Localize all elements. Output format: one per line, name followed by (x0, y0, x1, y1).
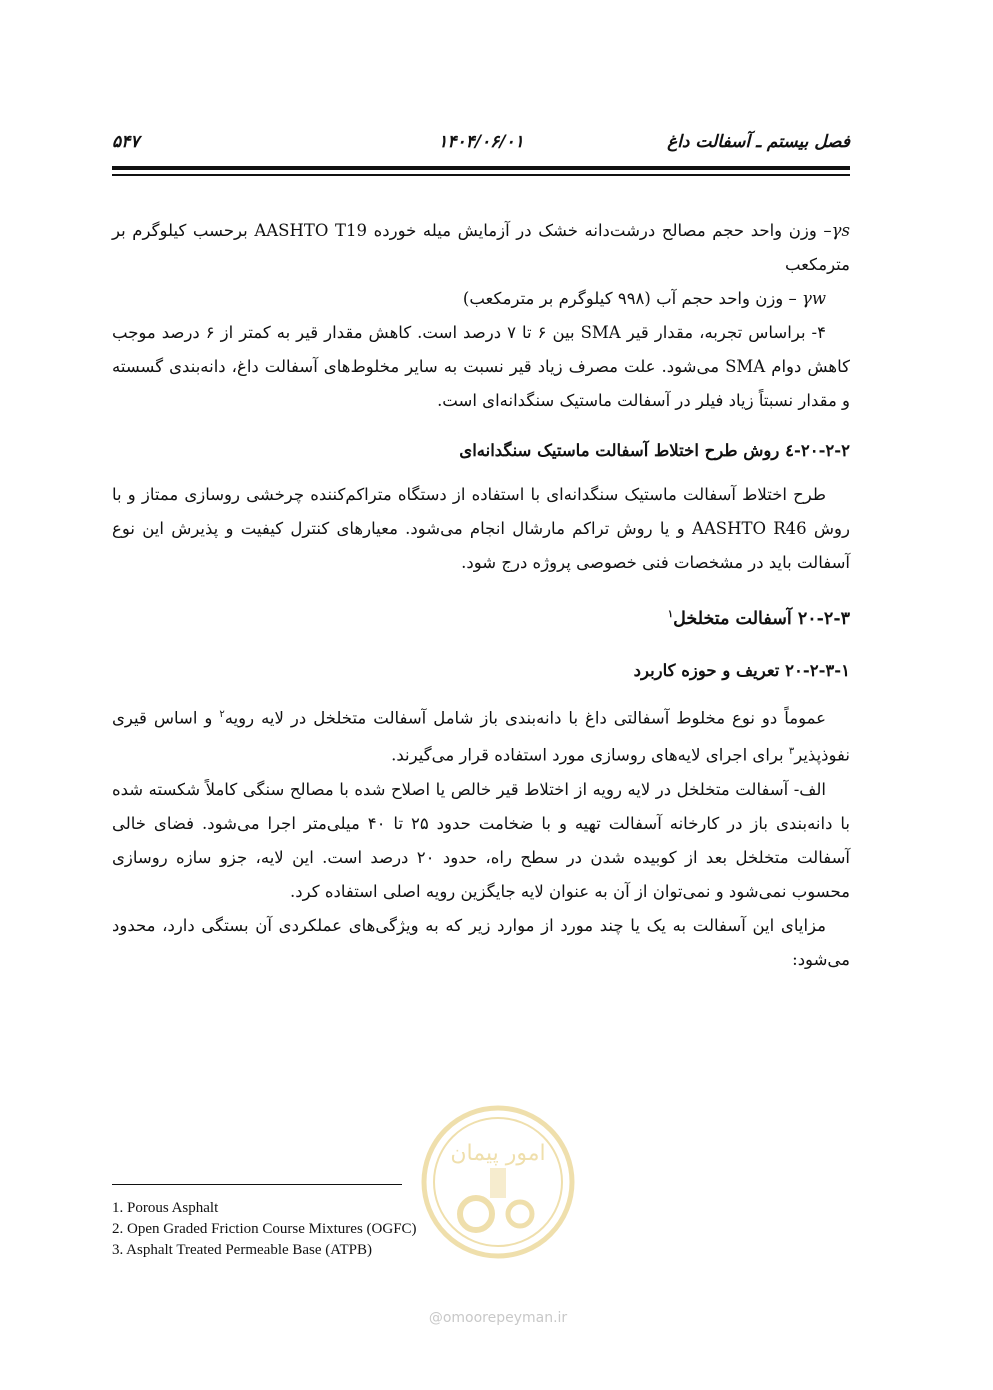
header-rule-thick (112, 166, 850, 170)
footnote-3: 3. Asphalt Treated Permeable Base (ATPB) (112, 1242, 372, 1258)
paragraph-sma-binder: ۴- براساس تجربه، مقدار قیر SMA بین ۶ تا ۷ درصد است. کاهش مقدار قیر به کمتر از ۶ درصد موجب کاهش دوام SMA می‌شود. علت مصرف زیاد قیر نسبت به سایر مخلوط‌های آسفالت داغ، دانه‌بندی گسسته و مقدار نسبتاً زیاد فیلر در آسفالت ماستیک سنگدانه‌ای است. (112, 323, 850, 410)
definition-gamma-w (112, 282, 850, 316)
page-header (112, 126, 850, 162)
heading-porous-text: ۲۰-۲-۳ آسفالت متخلخل (673, 608, 850, 629)
section-heading-mix-design: ۲۰-۲-۲-٤ روش طرح اختلاط آسفالت ماستیک سنگدانه‌ای (459, 441, 850, 460)
chapter-title: فصل بیستم ـ آسفالت داغ (667, 132, 850, 152)
watermark-logo-text: امور پیمان (450, 1141, 546, 1166)
watermark-site: @omoorepeyman.ir (428, 1310, 568, 1326)
footnote-separator (112, 1184, 402, 1185)
footnote-ref-1: ۱ (667, 609, 674, 620)
header-rule-thin (112, 174, 850, 176)
symbol-gamma-s: γs (831, 221, 851, 240)
paragraph-advantages: مزایای این آسفالت به یک یا چند مورد از موارد زیر که به ویژگی‌های عملکردی آن بستگی دارد، محدود می‌شود: (112, 915, 850, 969)
footnotes (112, 1198, 612, 1261)
footnote-ref-3: ۳ (788, 746, 795, 758)
page-body (112, 214, 850, 977)
mix-types-text-c: برای اجرای لایه‌های روسازی مورد استفاده قرار می‌گیرند. (391, 745, 789, 765)
footnote-2: 2. Open Graded Friction Course Mixtures (OGFC) (112, 1221, 417, 1237)
definition-gamma-s-text: – وزن واحد حجم مصالح درشت‌دانه خشک در آزمایش میله خورده AASHTO T19 برحسب کیلوگرم بر مترمکعب (112, 221, 850, 274)
footnote-1: 1. Porous Asphalt (112, 1200, 219, 1216)
header-date: ۱۴۰۴/۰۶/۰۱ (438, 132, 524, 152)
section-heading-definition: ۲۰-۲-۳-۱ تعریف و حوزه کاربرد (633, 660, 850, 680)
mix-types-text-a: عموماً دو نوع مخلوط آسفالتی داغ با دانه‌بندی باز شامل آسفالت متخلخل در لایه رویه (224, 708, 826, 728)
paragraph-mix-design: طرح اختلاط آسفالت ماستیک سنگدانه‌ای با استفاده از دستگاه متراکم‌کننده چرخشی روسازی ممتاز و با روش AASHTO R46 و یا روش تراکم مارشال انجام می‌شود. معیارهای کنترل کیفیت و پذیرش این نوع آسفالت باید در مشخصات فنی خصوصی پروژه درج شود. (112, 485, 850, 572)
paragraph-porous-surface: الف- آسفالت متخلخل در لایه رویه از اختلاط قیر خالص یا اصلاح شده با مصالح سنگی کاملاً شکسته شده با دانه‌بندی باز در کارخانه آسفالت تهیه و با ضخامت حدود ۲۵ تا ۴۰ میلی‌متر اجرا می‌شود. فضای خالی آسفالت متخلخل بعد از کوبیده شدن در سطح راه، حدود ۲۰ درصد است. این لایه، جزو سازه روسازی محسوب نمی‌شود و نمی‌توان از آن به عنوان لایه جایگزین رویه اصلی استفاده کرد. (112, 779, 851, 901)
footnote-ref-2: ۲ (219, 708, 225, 720)
mix-types-text-b: و اساس قیری نفوذپذیر (112, 708, 850, 765)
section-heading-porous-asphalt (112, 598, 850, 636)
definition-gamma-w-text: – وزن واحد حجم آب (۹۹۸ کیلوگرم بر مترمکعب) (462, 289, 802, 308)
definition-gamma-s (112, 214, 850, 282)
page-number: ۵۴۷ (112, 132, 140, 152)
paragraph-mix-types (112, 698, 850, 773)
symbol-gamma-w: γw (802, 289, 826, 308)
